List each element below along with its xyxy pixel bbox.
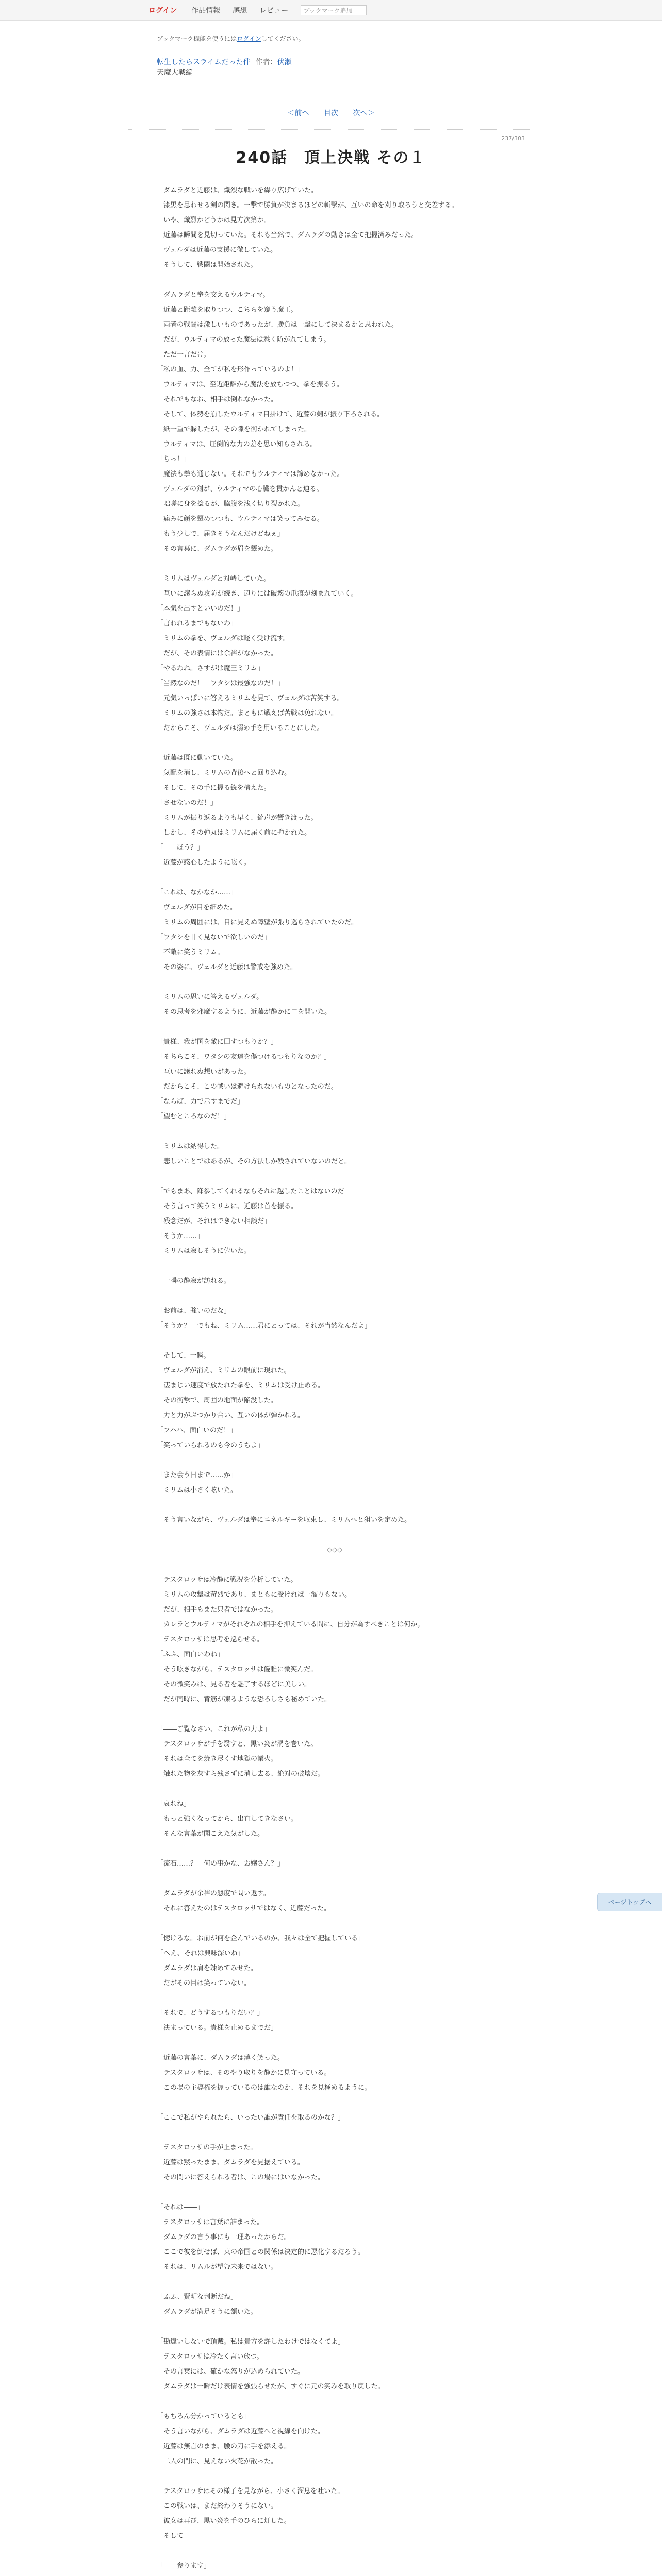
novel-paragraph: 両者の戦闘は激しいものであったが、勝負は一撃にして決まるかと思われた。	[157, 321, 398, 329]
novel-paragraph	[157, 1289, 512, 1303]
novel-paragraph: 近藤は無言のまま、腰の刀に手を添える。	[157, 2443, 291, 2450]
novel-paragraph: ミリムの周囲には、目に見えぬ障壁が張り巡らされていたのだ。	[157, 919, 358, 926]
novel-paragraph: 「ならば、力で示すまでだ」	[157, 1098, 244, 1106]
novel-paragraph: 「ふふ、賢明な判断だね」	[157, 2293, 238, 2301]
novel-paragraph: 咄嗟に身を捻るが、脇腹を浅く切り裂かれた。	[157, 500, 305, 508]
novel-paragraph: ミリムの攻撃は苛烈であり、まともに受ければ一溜りもない。	[157, 1591, 352, 1599]
novel-paragraph: ミリムは寂しそうに俯いた。	[157, 1247, 251, 1255]
novel-paragraph: 「それで、どうするつもりだい？」	[157, 2009, 264, 2017]
novel-paragraph: 悲しいことではあるが、その方法しか残されていないのだと。	[157, 1158, 352, 1165]
novel-paragraph: 「決まっている。貴様を止めるまでだ」	[157, 2024, 278, 2032]
novel-paragraph: それでもなお、相手は倒れなかった。	[157, 396, 278, 403]
novel-paragraph: ダムラダの言う事にも一理あったからだ。	[157, 2233, 291, 2241]
novel-paragraph: だからこそ、ヴェルダは搦め手を用いることにした。	[157, 724, 324, 732]
notice-prefix: ブックマーク機能を使うには	[157, 35, 237, 42]
novel-paragraph: 「もちろん分かっているとも」	[157, 2413, 251, 2420]
toc-link[interactable]: 目次	[324, 109, 338, 117]
novel-paragraph	[157, 2469, 512, 2484]
chapter-pager	[0, 108, 662, 118]
novel-paragraph: 「ちっ！」	[157, 455, 191, 463]
login-notice	[157, 34, 662, 43]
novel-paragraph: 近藤は瞬間を見切っていた。それも当然で、ダムラダの動きは全て把握済みだった。	[157, 231, 418, 239]
novel-paragraph: ミリムは納得した。	[157, 1143, 224, 1150]
chapter-title: 240話 頂上決戦 その１	[236, 149, 426, 167]
novel-paragraph: ヴェルダの剣が、ウルティマの心臓を貫かんと迫る。	[157, 485, 323, 493]
novel-paragraph: 「哀れね」	[157, 1800, 191, 1808]
novel-paragraph	[157, 1020, 512, 1035]
novel-paragraph: テスタロッサは冷静に戦況を分析していた。	[157, 1576, 297, 1584]
novel-paragraph: そんな言葉が聞こえた気がした。	[157, 1830, 264, 1838]
novel-paragraph	[157, 1871, 512, 1886]
novel-paragraph	[157, 736, 512, 751]
novel-paragraph: 「そちらこそ、ワタシの友達を傷つけるつもりなのか？」	[157, 1053, 331, 1061]
novel-paragraph: そして、その手に握る銃を構えた。	[157, 784, 271, 792]
novel-paragraph	[157, 1259, 512, 1274]
novel-paragraph: 近藤と距離を取りつつ、こちらを窺う魔王。	[157, 306, 297, 314]
novel-paragraph	[157, 2573, 512, 2576]
notice-login-link[interactable]: ログイン	[237, 35, 261, 42]
novel-paragraph	[157, 1916, 512, 1931]
novel-paragraph: 「勘違いしないで頂戴。私は貴方を許したわけではなくてよ」	[157, 2338, 345, 2346]
novel-paragraph: そう言いながら、ダムラダは近藤へと視線を向けた。	[157, 2428, 324, 2435]
novel-body	[157, 183, 512, 2576]
novel-paragraph: だがその目は笑っていない。	[157, 1979, 251, 1987]
novel-paragraph: ◇◇◇	[327, 1546, 342, 1554]
novel-paragraph: 近藤は黙ったまま、ダムラダを見据えている。	[157, 2159, 304, 2166]
novel-paragraph: だが同時に、背筋が凍るような恐ろしさも秘めていた。	[157, 1696, 332, 1703]
novel-paragraph: ダムラダが余裕の態度で問い返す。	[157, 1890, 270, 1897]
novel-paragraph: その言葉に、ダムラダが眉を顰めた。	[157, 545, 277, 553]
page-top-tab[interactable]: ページトップへ	[597, 1893, 662, 1911]
novel-paragraph: 彼女は再び、黒い炎を手のひらに灯した。	[157, 2517, 291, 2525]
novel-paragraph: 「貴様、我が国を敵に回すつもりか？」	[157, 1038, 278, 1046]
novel-paragraph: テスタロッサは冷たく言い放つ。	[157, 2353, 263, 2361]
novel-paragraph: 「惚けるな。お前が何を企んでいるのか、我々は全て把握している」	[157, 1935, 365, 1942]
novel-paragraph: 互いに譲れぬ想いがあった。	[157, 1068, 251, 1076]
nav-impressions[interactable]: 感想	[233, 6, 247, 15]
novel-paragraph: ダムラダと拳を交えるウルティマ。	[157, 291, 270, 299]
novel-paragraph: 「でもまあ、降参してくれるならそれに越したことはないのだ」	[157, 1188, 351, 1195]
novel-paragraph: 近藤は既に動いていた。	[157, 754, 238, 762]
novel-paragraph: いや、熾烈かどうかは見方次第か。	[157, 216, 271, 224]
novel-paragraph: 「これは、なかなか……」	[157, 889, 238, 896]
novel-paragraph: 「へえ、それは興味深いね」	[157, 1950, 244, 1957]
novel-paragraph: ダムラダが満足そうに頷いた。	[157, 2308, 257, 2316]
novel-paragraph: 痛みに顔を顰めつつも、ウルティマは笑ってみせる。	[157, 515, 324, 523]
novel-paragraph: 互いに譲らぬ攻防が続き、辺りには破壊の爪痕が刻まれていく。	[157, 590, 358, 598]
novel-paragraph: 「もう少しで、届きそうなんだけどねぇ」	[157, 530, 284, 538]
novel-paragraph: だが、ウルティマの放った魔法は悉く防がれてしまう。	[157, 336, 330, 344]
novel-paragraph: それは全てを焼き尽くす地獄の業火。	[157, 1755, 278, 1763]
novel-paragraph	[157, 975, 512, 990]
novel-paragraph	[157, 273, 512, 287]
author-label: 作者：	[255, 58, 277, 66]
novel-paragraph: 「笑っていられるのも今のうちよ」	[157, 1442, 264, 1449]
novel-paragraph	[157, 1557, 512, 1572]
novel-paragraph	[157, 2544, 512, 2558]
nav-work-info[interactable]: 作品情報	[191, 6, 221, 15]
novel-paragraph: そう言いながら、ヴェルダは拳にエネルギーを収束し、ミリムへと狙いを定めた。	[157, 1516, 411, 1524]
novel-paragraph: 「お前は、強いのだな」	[157, 1307, 231, 1315]
novel-paragraph	[157, 2125, 512, 2140]
novel-paragraph: 近藤が感心したように呟く。	[157, 859, 251, 867]
novel-paragraph: しかし、その弾丸はミリムに届く前に弾かれた。	[157, 829, 311, 837]
novel-paragraph	[157, 1991, 512, 2006]
novel-paragraph: だからこそ、この戦いは避けられないものとなったのだ。	[157, 1083, 338, 1091]
novel-paragraph: ダムラダと近藤は、熾烈な戦いを繰り広げていた。	[157, 187, 318, 194]
novel-paragraph: ヴェルダは近藤の支援に徹していた。	[157, 246, 277, 254]
novel-paragraph: ただ一言だけ。	[157, 351, 210, 359]
novel-paragraph: テスタロッサの手が止まった。	[157, 2144, 257, 2151]
novel-paragraph: ミリムが振り返るよりも早く、銃声が響き渡った。	[157, 814, 318, 822]
prev-chapter-link[interactable]: ＜前へ	[287, 109, 309, 117]
novel-paragraph: その微笑みは、見る者を魅了するほどに美しい。	[157, 1681, 311, 1688]
novel-paragraph: だが、相手もまた只者ではなかった。	[157, 1606, 278, 1614]
novel-paragraph: 「また会う日まで……か」	[157, 1471, 238, 1479]
novel-paragraph: 「私の血、力、全てが私を形作っているのよ！」	[157, 366, 305, 374]
header-bar	[0, 0, 662, 21]
novel-paragraph: そう言って笑うミリムに、近藤は首を振る。	[157, 1202, 298, 1210]
author-link[interactable]: 伏瀬	[277, 58, 292, 66]
novel-paragraph: そう呟きながら、テスタロッサは優雅に微笑んだ。	[157, 1666, 318, 1673]
novel-paragraph	[157, 1498, 512, 1513]
novel-paragraph: 「フハハ、面白いのだ！」	[157, 1427, 237, 1434]
volume-title: 天魔大戦編	[157, 69, 193, 77]
novel-paragraph	[157, 1707, 512, 1722]
novel-paragraph: ウルティマは、圧倒的な力の差を思い知らされる。	[157, 440, 317, 448]
divider	[128, 129, 534, 130]
novel-paragraph: ミリムは小さく呟いた。	[157, 1486, 238, 1494]
novel-paragraph: 漆黒を思わせる剣の閃き。一撃で勝負が決まるほどの斬撃が、互いの命を刈り取ろうと交差する。	[157, 201, 458, 209]
novel-paragraph: その言葉には、確かな怒りが込められていた。	[157, 2368, 305, 2376]
novel-paragraph	[157, 2036, 512, 2050]
novel-paragraph: テスタロッサが手を翳すと、黒い炎が渦を巻いた。	[157, 1740, 318, 1748]
novel-paragraph: ダムラダは一瞬だけ表情を強張らせたが、すぐに元の笑みを取り戻した。	[157, 2383, 385, 2391]
novel-paragraph: ミリムはヴェルダと対峙していた。	[157, 575, 270, 583]
novel-paragraph: それは、リムルが望む未来ではない。	[157, 2263, 278, 2271]
novel-paragraph: 触れた物を灰すら残さずに消し去る、絶対の破壊だ。	[157, 1770, 325, 1778]
novel-paragraph	[157, 1782, 512, 1797]
novel-paragraph: 「やるわね。さすがは魔王ミリム」	[157, 665, 264, 672]
novel-paragraph: 「――ほう？」	[157, 844, 204, 852]
novel-paragraph: 「させないのだ！」	[157, 799, 218, 807]
notice-suffix: してください。	[261, 35, 305, 42]
novel-paragraph: 「残念だが、それはできない相談だ」	[157, 1217, 271, 1225]
novel-paragraph: 「ワタシを甘く見ないで欲しいのだ」	[157, 934, 271, 941]
novel-paragraph: ウルティマは、至近距離から魔法を放ちつつ、拳を振るう。	[157, 381, 343, 388]
novel-paragraph: 「言われるまでもないわ」	[157, 620, 238, 628]
novel-paragraph: ミリムの拳を、ヴェルダは軽く受け流す。	[157, 635, 290, 642]
novel-paragraph: テスタロッサは言葉に詰まった。	[157, 2218, 264, 2226]
bookmark-add-button[interactable]: ブックマーク追加	[301, 5, 367, 15]
novel-paragraph: 「そうか？ でもね、ミリム……君にとっては、それが当然なんだよ」	[157, 1322, 371, 1330]
novel-paragraph	[157, 2095, 512, 2110]
novel-paragraph: この場の主導権を握っているのは誰なのか、それを見極めるように。	[157, 2084, 372, 2092]
novel-paragraph: その衝撃で、周囲の地面が陥没した。	[157, 1397, 277, 1404]
novel-paragraph	[157, 2319, 512, 2334]
novel-paragraph	[157, 1841, 512, 1856]
novel-paragraph: 力と力がぶつかり合い、互いの体が弾かれる。	[157, 1412, 305, 1419]
novel-paragraph: その問いに答えられる者は、この場にはいなかった。	[157, 2174, 325, 2181]
novel-paragraph: 「――ご覧なさい、これが私の力よ」	[157, 1725, 271, 1733]
novel-paragraph: そうして、戦闘は開始された。	[157, 261, 257, 269]
novel-paragraph: 近藤の言葉に、ダムラダは薄く笑った。	[157, 2054, 284, 2062]
novel-paragraph: それに答えたのはテスタロッサではなく、近藤だった。	[157, 1905, 330, 1912]
novel-paragraph: ヴェルダが消え、ミリムの眼前に現れた。	[157, 1367, 291, 1375]
novel-paragraph: 不敵に笑うミリム。	[157, 948, 224, 956]
novel-paragraph: そして、一瞬。	[157, 1352, 210, 1360]
novel-paragraph: ここで彼を倒せば、東の帝国との関係は決定的に悪化するだろう。	[157, 2248, 365, 2256]
novel-paragraph: 「流石……？ 何の事かな、お嬢さん？」	[157, 1860, 285, 1868]
novel-paragraph: テスタロッサは思考を巡らせる。	[157, 1636, 263, 1643]
novel-paragraph: 「それは――」	[157, 2204, 204, 2211]
novel-paragraph: だが、その表情には余裕がなかった。	[157, 650, 278, 657]
novel-paragraph: そして――	[157, 2532, 197, 2540]
novel-paragraph: そして、体勢を崩したウルティマ目掛けて、近藤の剣が振り下ろされる。	[157, 411, 384, 418]
nav-reviews[interactable]: レビュー	[259, 6, 289, 15]
novel-paragraph: 「望むところなのだ！」	[157, 1113, 231, 1121]
chapter-page-number: 237/303	[501, 135, 525, 142]
novel-paragraph	[157, 1169, 512, 1184]
novel-paragraph: ダムラダは肩を竦めてみせた。	[157, 1964, 257, 1972]
novel-paragraph: その思考を邪魔するように、近藤が静かに口を開いた。	[157, 1008, 332, 1016]
novel-paragraph	[157, 1124, 512, 1139]
novel-paragraph: この戦いは、まだ終わりそうにない。	[157, 2502, 278, 2510]
novel-paragraph: ミリムの強さは本物だ。まともに戦えば苦戦は免れない。	[157, 709, 338, 717]
novel-paragraph: テスタロッサはその様子を見ながら、小さく溜息を吐いた。	[157, 2487, 344, 2495]
series-title-link[interactable]: 転生したらスライムだった件	[157, 58, 251, 66]
novel-paragraph: 一瞬の静寂が訪れる。	[157, 1277, 231, 1285]
novel-paragraph: 元気いっぱいに答えるミリムを見て、ヴェルダは苦笑する。	[157, 694, 344, 702]
novel-paragraph: 「そうか……」	[157, 1232, 204, 1240]
novel-paragraph: 「ここで私がやられたら、いったい誰が責任を取るのかな？」	[157, 2114, 345, 2122]
novel-paragraph	[157, 2275, 512, 2290]
novel-paragraph: テスタロッサは、そのやり取りを静かに見守っている。	[157, 2069, 331, 2077]
novel-paragraph: ヴェルダが目を細めた。	[157, 904, 237, 911]
novel-paragraph: 「本気を出すといいのだ！」	[157, 605, 244, 613]
novel-paragraph: ミリムの思いに答えるヴェルダ。	[157, 993, 263, 1001]
novel-paragraph: その姿に、ヴェルダと近藤は警戒を強めた。	[157, 963, 297, 971]
next-chapter-link[interactable]: 次へ＞	[353, 109, 375, 117]
novel-paragraph	[157, 1333, 512, 1348]
novel-paragraph	[157, 2185, 512, 2200]
novel-paragraph	[157, 870, 512, 885]
novel-paragraph: 「ふふ、面白いわね」	[157, 1651, 224, 1658]
novel-paragraph: 魔法も拳も通じない。それでもウルティマは諦めなかった。	[157, 470, 344, 478]
novel-paragraph: 「当然なのだ！ ワタシは最強なのだ！」	[157, 680, 284, 687]
novel-paragraph: もっと強くなってから、出直してきなさい。	[157, 1815, 298, 1823]
novel-paragraph: 気配を消し、ミリムの背後へと回り込む。	[157, 769, 291, 777]
novel-paragraph: カレラとウルティマがそれぞれの相手を抑えている間に、自分が為すべきことは何か。	[157, 1621, 424, 1629]
series-info	[157, 57, 662, 78]
novel-paragraph: 凄まじい速度で放たれた拳を、ミリムは受け止める。	[157, 1382, 325, 1389]
login-link[interactable]: ログイン	[148, 6, 177, 15]
novel-paragraph	[157, 1528, 512, 1543]
novel-paragraph	[157, 2394, 512, 2409]
novel-paragraph	[157, 556, 512, 571]
novel-paragraph: 「――参ります」	[157, 2562, 211, 2570]
novel-paragraph: 紙一重で躱したが、その隙を衝かれてしまった。	[157, 426, 311, 433]
novel-paragraph: 二人の間に、見えない火花が散った。	[157, 2458, 278, 2465]
novel-paragraph	[157, 1453, 512, 1468]
